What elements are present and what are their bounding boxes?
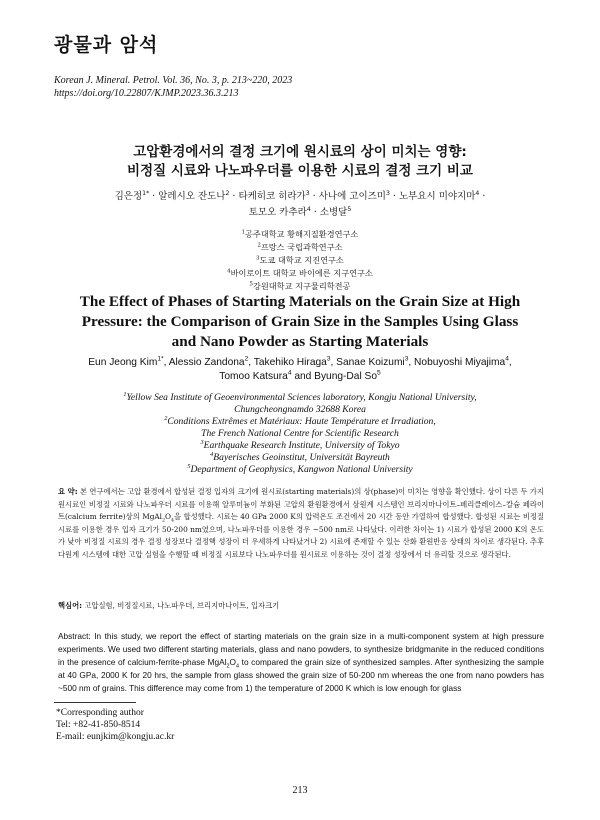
english-abstract-text: In this study, we report the effect of starting materials on the grain size in a multi-component system at high pressure experiments. We used two different starting materials, glass and nano powders, to synthesize bridgmanite in the reduced conditions in the presence of calcium-ferrite-phase $MgAl_2O_4$ to compared the grain size of synthesized samples. After synthesizing the sample at 40 GPa, 2000 K for 20 hrs, the sample from glass showed the grain size of 50-200 nm whereas the one from nano powders has ~500 nm of grains. This difference may come from 1) the temperature of 2000 K which is low enough for glass <box>58 631 545 693</box>
korean-abstract-label: 요 약: <box>58 487 78 496</box>
english-title-line-2: Pressure: the Comparison of Grain Size in the Samples Using Glass <box>81 313 519 330</box>
korean-authors-line-1: 김은정$^{1*}$ · 알레시오 잔도나$^2$ · 타케히코 히라가$^3$ · 사나에 고이즈미$^3$ · 노부요시 미야지마$^4$ · <box>114 189 486 202</box>
korean-authors-line-2: 토모오 카추라$^4$ · 소병달$^5$ <box>248 205 352 218</box>
korean-abstract <box>58 486 544 561</box>
english-affiliation: $^2$Conditions Extrêmes et Matériaux: Haute Température et Irradiation, <box>164 414 436 427</box>
english-affiliation: $^4$Bayerisches Geoinstitut, Universität Bayreuth <box>210 450 390 463</box>
english-affiliation: The French National Centre for Scientific Research <box>201 428 399 439</box>
korean-title-line-1: 고압환경에서의 결정 크기에 원시료의 상이 미치는 영향: <box>133 144 467 160</box>
english-title-line-1: The Effect of Phases of Starting Materials on the Grain Size at High <box>79 293 521 310</box>
page-number: 213 <box>292 785 308 796</box>
korean-keywords-text: 고압실험, 비정질시료, 나노파우더, 브리지마나이트, 입자크기 <box>84 601 280 610</box>
korean-keywords <box>58 601 544 611</box>
korean-title-line-2: 비정질 시료와 나노파우더를 이용한 시료의 결정 크기 비교 <box>127 163 473 179</box>
citation-line: Korean J. Mineral. Petrol. Vol. 36, No. 3, p. 213~220, 2023 <box>54 75 293 86</box>
corresponding-email[interactable]: E-mail: eunjkim@kongju.ac.kr <box>56 732 175 742</box>
korean-keywords-label: 핵심어: <box>58 601 83 610</box>
korean-affiliation: $^1$공주대학교 황해지질환경연구소 <box>241 229 359 239</box>
english-affiliation: $^5$Department of Geophysics, Kangwon National University <box>187 462 413 475</box>
journal-citation <box>54 74 292 100</box>
english-abstract-label: Abstract: <box>58 631 91 641</box>
english-affiliation: $^1$Yellow Sea Institute of Geoenvironmental Sciences laboratory, Kongju National University, <box>123 390 477 403</box>
doi-link[interactable]: https://doi.org/10.22807/KJMP.2023.36.3.213 <box>54 88 239 99</box>
english-authors-line-1: Eun Jeong Kim$^{1*}$, Alessio Zandona$^2$, Takehiko Hiraga$^3$, Sanae Koizumi$^3$, Nobuyoshi Miyajima$^4$, <box>88 355 512 368</box>
korean-abstract-text: 본 연구에서는 고압 환경에서 합성된 결정 입자의 크기에 원시료(starting materials)의 상(phase)이 미치는 영향을 확인했다. 상이 다른 두 가지 원시료인 비정질 시료와 나노파우더 시료를 이용해 알루미늄이 부화된 고압의 환원환경에서 삼원계 시스템인 브리지마나이트–페리클레이스–칼슘 페라이트(calcium ferrite)상의 $MgAl_2O_4$을 합성했다. 시료는 40 GPa 2000 K의 압력온도 조건에서 20 시간 동안 가열하여 합성했다. 합성된 시료는 비정질 시료를 이용한 경우 입자 크기가 50-200 nm였으며, 나노파우더를 이용한 경우 ~500 nm로 나타났다. 이러한 차이는 1) 시료가 합성된 2000 K의 온도가 낮아 비정질 시료의 경우 결정 성장보다 결정핵 성장이 더 우세하게 나타났거나 2) 시료에 존재할 수 있는 산화 환원반응 상태의 차이로 생각된다. 추후 다원계 시스템에 대한 고압 실험을 수행할 때 비정질 시료보다 나노파우더를 원시료로 이용하는 것이 결정 성장에서 더 유리할 것으로 생각된다. <box>58 487 544 559</box>
footnote-rule <box>54 702 136 703</box>
corresponding-phone: Tel: +82-41-850-8514 <box>56 720 141 730</box>
english-authors-line-2: Tomoo Katsura$^4$ and Byung-Dal So$^5$ <box>219 369 381 382</box>
corresponding-author-label: *Corresponding author <box>56 708 144 718</box>
korean-affiliation: $^5$강원대학교 지구물리학전공 <box>249 281 351 291</box>
english-affiliation: Chungcheongnamdo 32688 Korea <box>234 404 366 415</box>
korean-affiliation: $^2$프랑스 국립과학연구소 <box>257 242 343 252</box>
english-affiliation: $^3$Earthquake Research Institute, University of Tokyo <box>200 438 400 451</box>
korean-affiliation: $^4$바이로이트 대학교 바이에른 지구연구소 <box>227 268 373 278</box>
correspondence-footnote <box>56 707 174 743</box>
english-title-line-3: and Nano Powder as Starting Materials <box>171 333 429 350</box>
journal-name: 광물과 암석 <box>54 34 159 56</box>
korean-affiliation: $^3$도쿄 대학교 지진연구소 <box>256 255 344 265</box>
english-abstract <box>58 630 544 695</box>
